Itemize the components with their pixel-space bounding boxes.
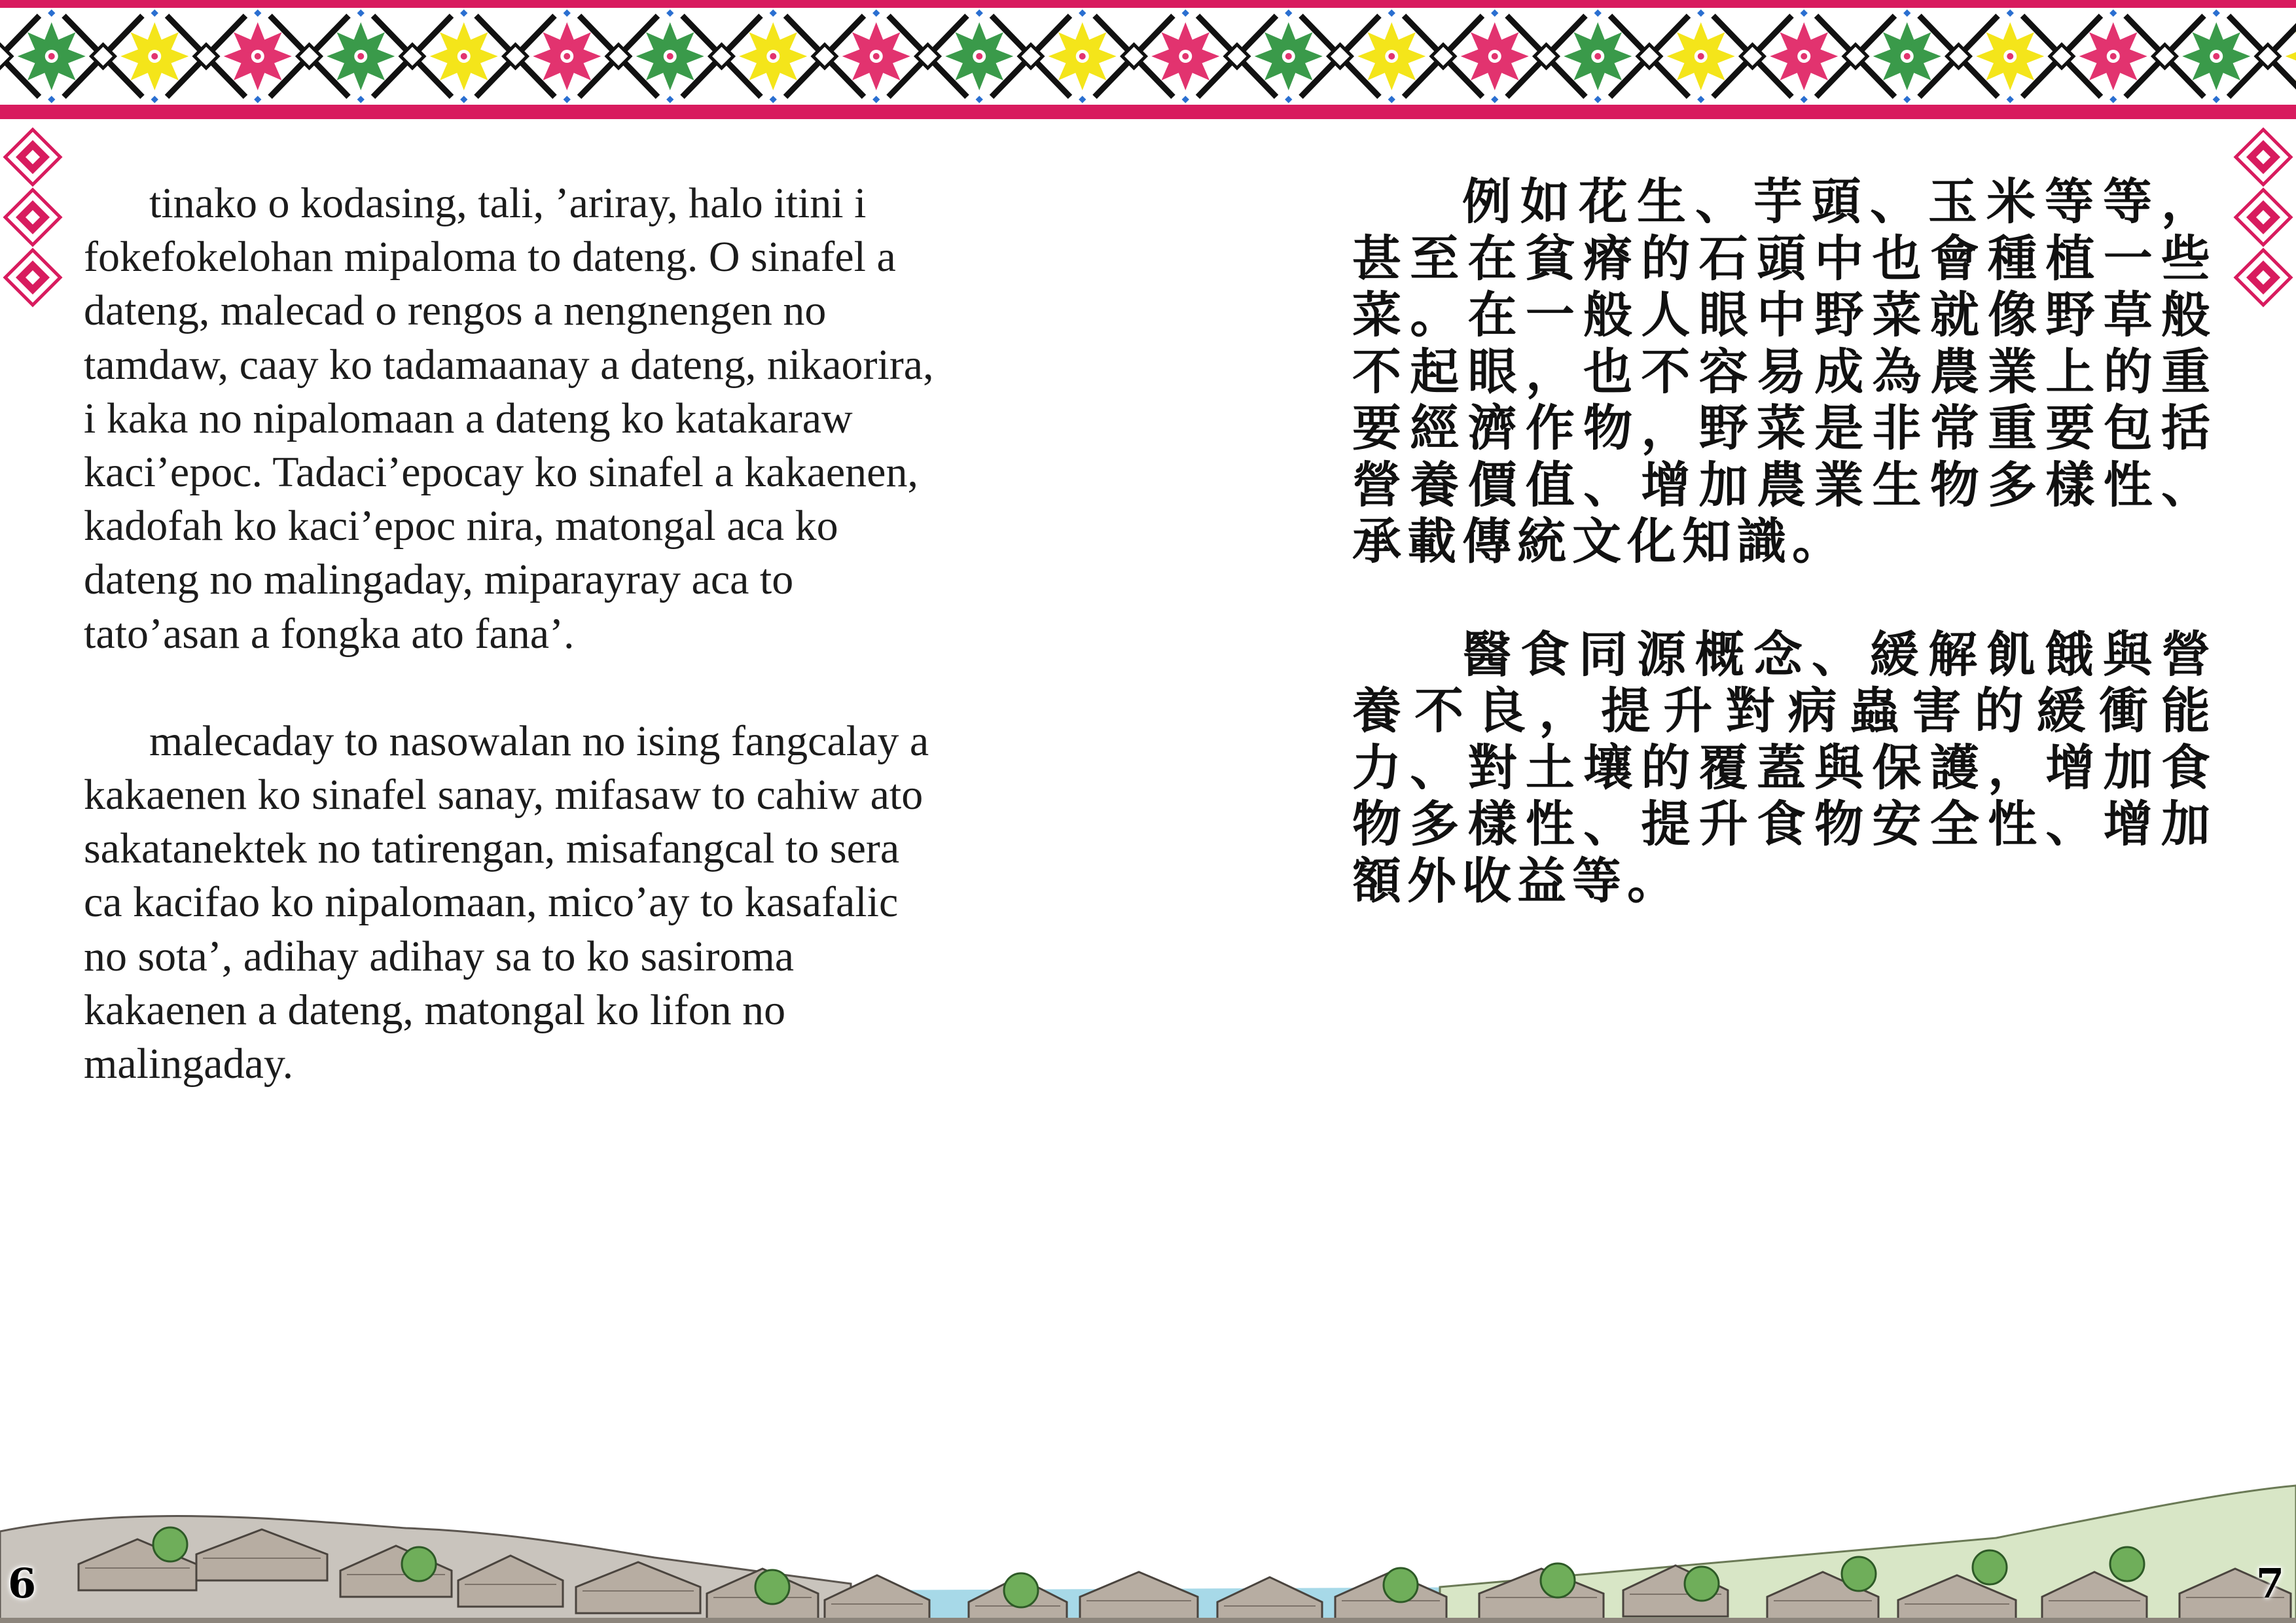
diamond-icon: [2236, 190, 2291, 245]
tree: [2110, 1547, 2144, 1581]
tree: [1685, 1567, 1719, 1601]
right-paragraph-1: 例如花生、芋頭、玉米等等，甚至在貧瘠的石頭中也會種植一些菜。在一般人眼中野菜就像野草般不起眼，也不容易成為農業上的重要經濟作物，野菜是非常重要包括營養價值、增加農業生物多樣性、承載傳統文化知識。: [1352, 173, 2216, 570]
left-page-body: [84, 177, 935, 1091]
diamond-icon: [5, 190, 60, 245]
left-diamond-ornaments: [0, 126, 65, 315]
right-page-body: [1352, 173, 2216, 909]
tree: [1541, 1563, 1575, 1597]
tree: [755, 1570, 789, 1604]
page-number-left: 6: [8, 1560, 37, 1607]
right-diamond-ornaments: [2231, 126, 2296, 315]
diamond-icon: [2236, 130, 2291, 185]
tree: [1842, 1557, 1876, 1591]
star-flower-motif: [2286, 9, 2296, 103]
diamond-icon: [5, 130, 60, 185]
woven-pattern-border: [0, 0, 2296, 123]
left-paragraph-2: malecaday to nasowalan no ising fangcalay a kakaenen ko sinafel sanay, mifasaw to cahiw ato sakatanektek no tatirengan, misafangcal to sera ca kacifao ko nipalomaan, mico’ay to kasafalic no sota’, adihay adihay sa to ko sasiroma kakaenen a dateng, matongal ko lifon no malingaday.: [84, 717, 929, 1088]
tree: [1004, 1573, 1038, 1607]
diamond-icon: [2236, 250, 2291, 305]
tree: [1973, 1550, 2007, 1584]
tree: [402, 1547, 436, 1581]
village-landscape-illustration: [0, 1433, 2296, 1623]
tree: [153, 1527, 187, 1561]
left-paragraph-1: tinako o kodasing, tali, ’ariray, halo itini i fokefokelohan mipaloma to dateng. O sinafel a dateng, malecad o rengos a nengnengen no tamdaw, caay ko tadamaanay a dateng, nikaorira, i kaka no nipalomaan a dateng ko katakaraw kaci’epoc. Tadaci’epocay ko sinafel a kakaenen, kadofah ko kaci’epoc nira, matongal aca ko dateng no malingaday, miparayray aca to tato’asan a fongka ato fana’.: [84, 179, 934, 658]
right-paragraph-2: 醫食同源概念、緩解飢餓與營養不良，提升對病蟲害的緩衝能力、對土壤的覆蓋與保護，增加食物多樣性、提升食物安全性、增加額外收益等。: [1352, 625, 2216, 910]
tree: [1384, 1568, 1418, 1602]
page-number-right: 7: [2255, 1560, 2284, 1607]
diamond-icon: [5, 250, 60, 305]
